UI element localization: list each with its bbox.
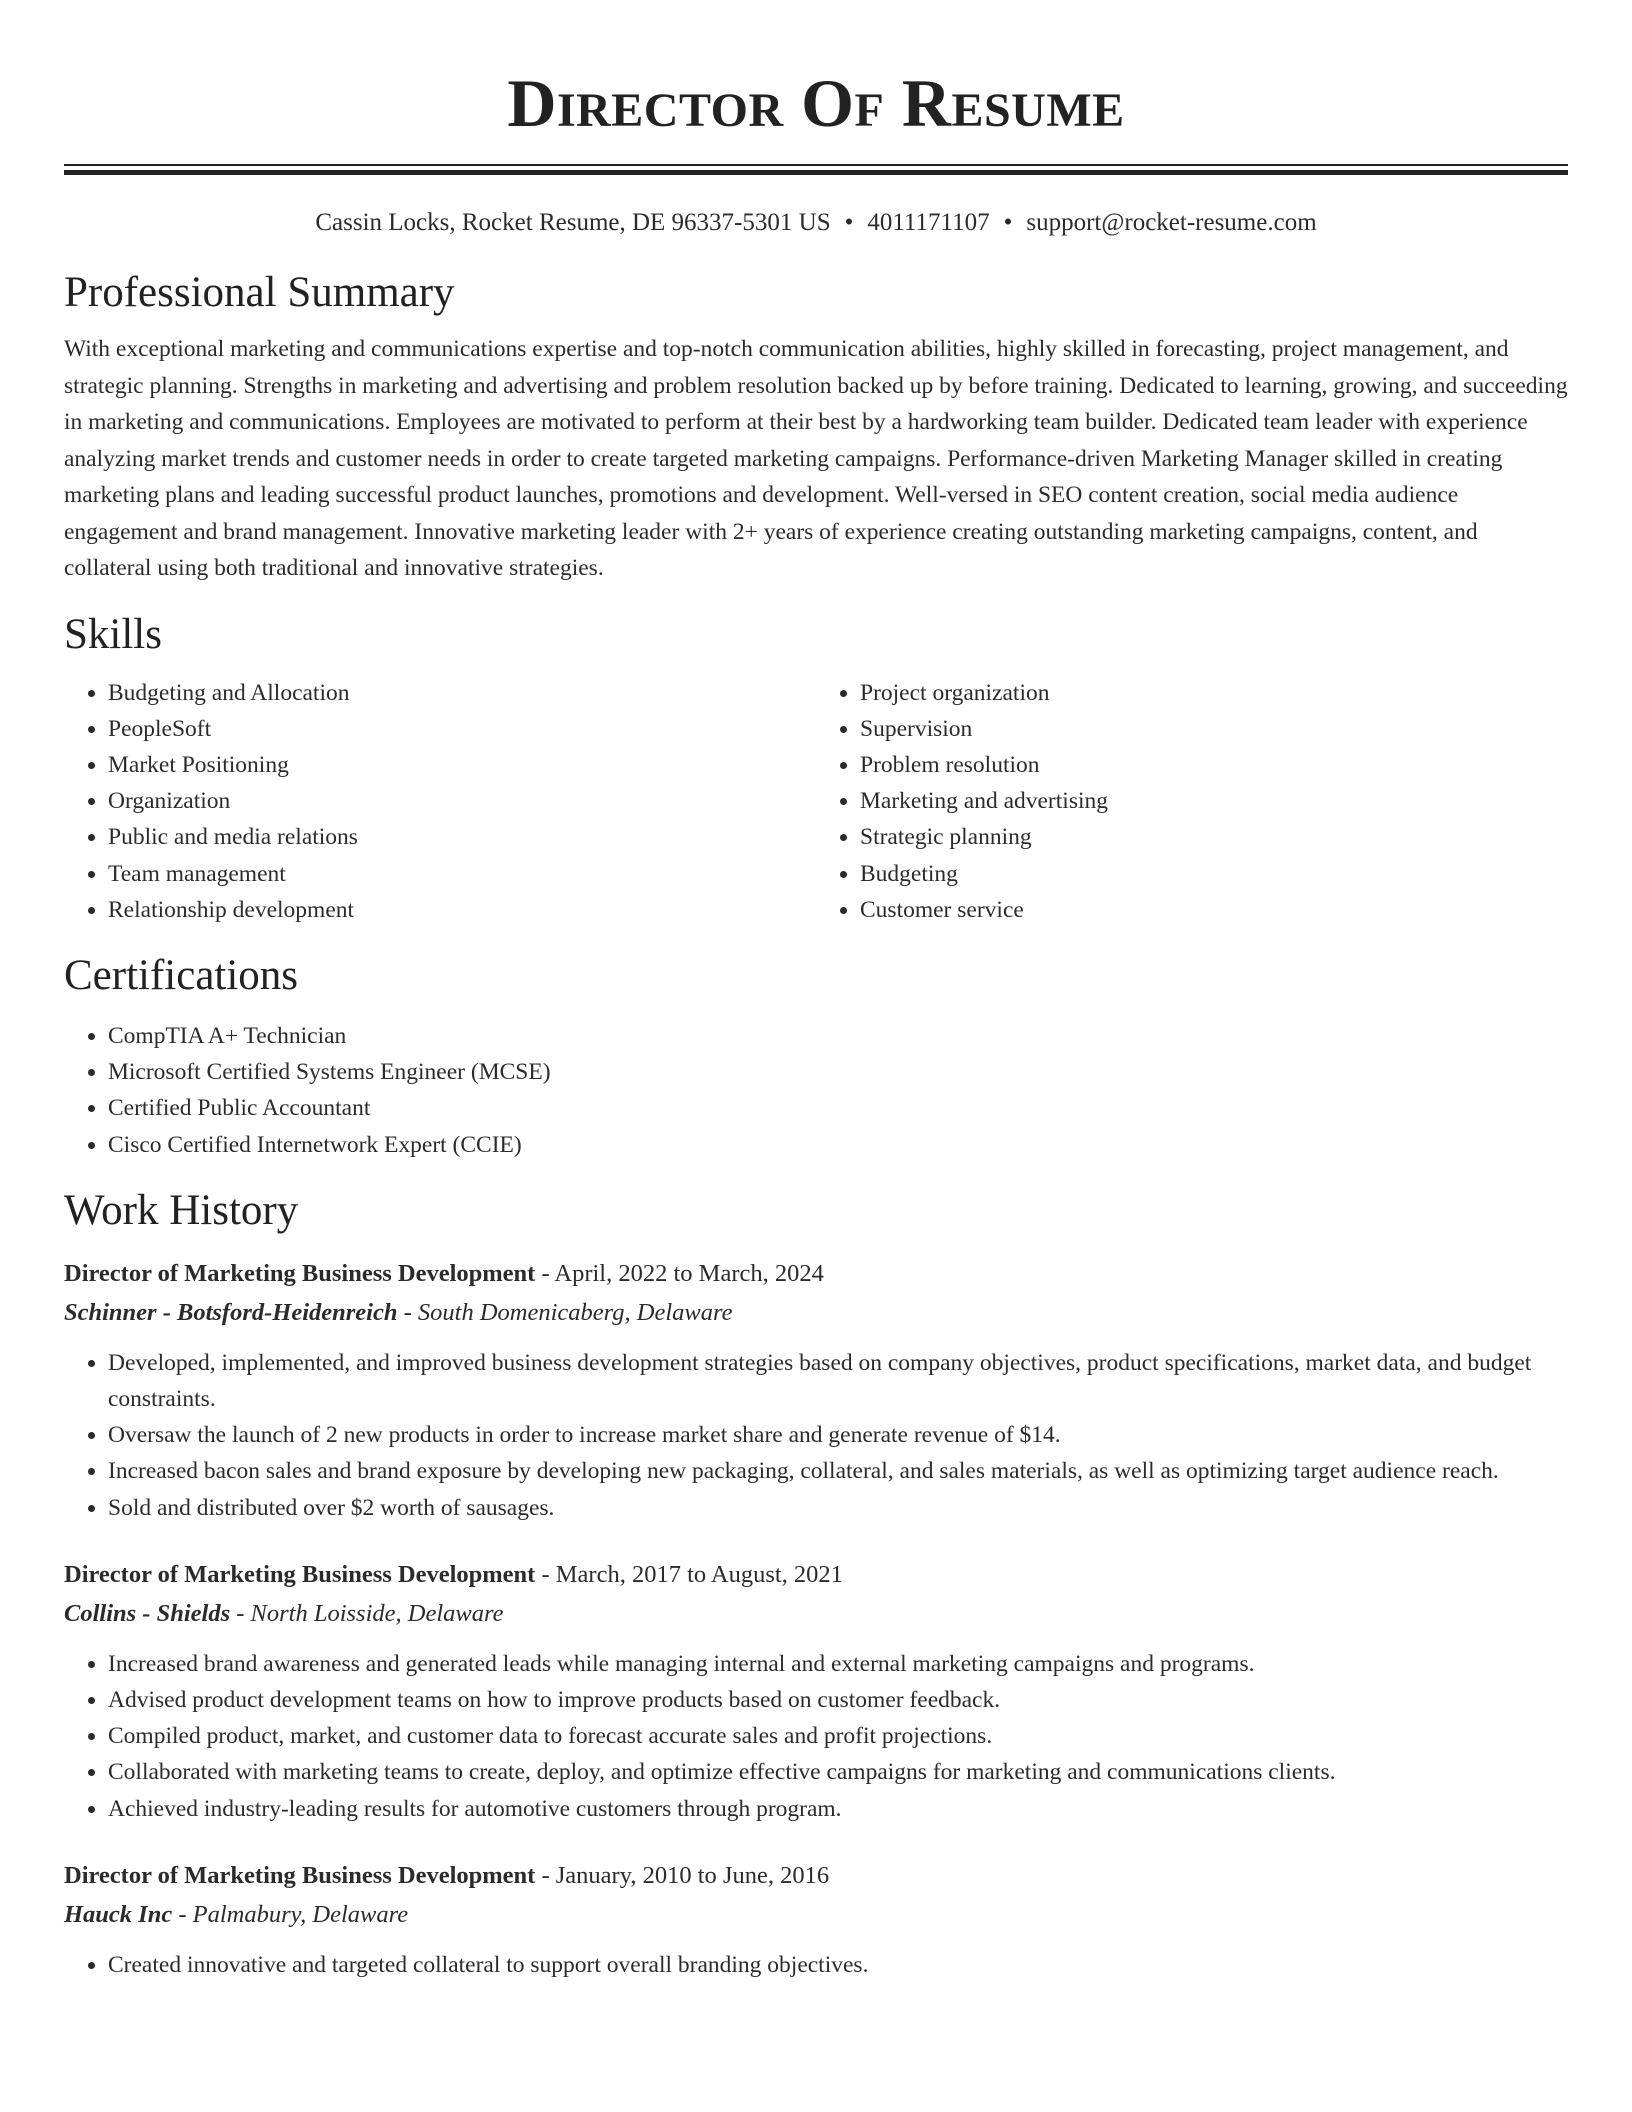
certification-item: • Microsoft Certified Systems Engineer (MCSE) bbox=[108, 1054, 1568, 1090]
skill-item: • Public and media relations bbox=[108, 819, 816, 855]
job-entry bbox=[64, 1255, 1568, 1526]
job-bullet: • Created innovative and targeted collateral to support overall branding objectives. bbox=[108, 1947, 1568, 1983]
skill-item: • Project organization bbox=[860, 675, 1568, 711]
job-location: - South Domenicaberg, Delaware bbox=[397, 1298, 733, 1326]
job-location: - Palmabury, Delaware bbox=[172, 1900, 409, 1928]
job-title: Director of Marketing Business Development bbox=[64, 1560, 536, 1588]
job-bullets bbox=[64, 1646, 1568, 1827]
job-location: - North Loisside, Delaware bbox=[230, 1599, 504, 1627]
contact-address: Cassin Locks, Rocket Resume, DE 96337-5301 US bbox=[315, 209, 831, 236]
resume-title: Director Of Resume bbox=[507, 65, 1125, 141]
skills-list-left bbox=[64, 675, 816, 928]
job-header bbox=[64, 1556, 1568, 1594]
job-dates: - March, 2017 to August, 2021 bbox=[535, 1560, 843, 1588]
job-bullet: • Developed, implemented, and improved business development strategies based on company objectives, product specifications, market data, and budget constraints. bbox=[108, 1345, 1568, 1417]
skill-item: • Budgeting and Allocation bbox=[108, 675, 816, 711]
work-history-section bbox=[64, 1181, 1568, 1983]
job-title: Director of Marketing Business Development bbox=[64, 1259, 536, 1287]
job-title: Director of Marketing Business Development bbox=[64, 1861, 536, 1889]
certification-item: • Cisco Certified Internetwork Expert (CCIE) bbox=[108, 1127, 1568, 1163]
job-bullet: • Oversaw the launch of 2 new products in order to increase market share and generate revenue of $14. bbox=[108, 1417, 1568, 1453]
skills-section bbox=[64, 605, 1568, 928]
job-company-line bbox=[64, 1594, 1568, 1634]
job-company: Schinner - Botsford-Heidenreich bbox=[64, 1298, 398, 1326]
job-entry bbox=[64, 1556, 1568, 1827]
summary-text: With exceptional marketing and communications expertise and top-notch communication abilities, highly skilled in forecasting, project management, and strategic planning. Strengths in marketing and advertising and problem resolution backed up by before training. Dedicated to learning, growing, and succeeding in marketing and communications. Employees are motivated to perform at their best by a hardworking team builder. Dedicated team leader with experience analyzing market trends and customer needs in order to create targeted marketing campaigns. Performance-driven Marketing Manager skilled in creating marketing plans and leading successful product launches, promotions and development. Well-versed in SEO content creation, social media audience engagement and brand management. Innovative marketing leader with 2+ years of experience creating outstanding marketing campaigns, content, and collateral using both traditional and innovative strategies. bbox=[64, 336, 1568, 581]
job-company: Collins - Shields bbox=[64, 1599, 231, 1627]
job-header bbox=[64, 1857, 1568, 1895]
job-bullet: • Collaborated with marketing teams to create, deploy, and optimize effective campaigns for marketing and communications clients. bbox=[108, 1754, 1568, 1790]
job-bullet: • Compiled product, market, and customer data to forecast accurate sales and profit projections. bbox=[108, 1718, 1568, 1754]
title-divider bbox=[64, 164, 1568, 175]
job-company-line bbox=[64, 1293, 1568, 1333]
skill-item: • Market Positioning bbox=[108, 747, 816, 783]
skill-item: • Team management bbox=[108, 856, 816, 892]
job-bullet: • Sold and distributed over $2 worth of sausages. bbox=[108, 1490, 1568, 1526]
job-bullets bbox=[64, 1947, 1568, 1983]
skills-columns bbox=[64, 675, 1568, 928]
job-bullet: • Increased bacon sales and brand exposure by developing new packaging, collateral, and sales materials, as well as optimizing target audience reach. bbox=[108, 1453, 1568, 1489]
summary-section bbox=[64, 263, 1568, 587]
job-entry bbox=[64, 1857, 1568, 1983]
certifications-section bbox=[64, 946, 1568, 1163]
job-company-line bbox=[64, 1895, 1568, 1935]
contact-phone: 4011171107 bbox=[867, 209, 990, 236]
skills-heading: Skills bbox=[64, 610, 162, 658]
certification-item: • Certified Public Accountant bbox=[108, 1090, 1568, 1126]
job-bullet: • Achieved industry-leading results for automotive customers through program. bbox=[108, 1791, 1568, 1827]
job-company: Hauck Inc bbox=[64, 1900, 173, 1928]
resume-page bbox=[64, 0, 1568, 1983]
certifications-heading: Certifications bbox=[64, 951, 299, 999]
contact-separator: • bbox=[1003, 209, 1013, 236]
skill-item: • Organization bbox=[108, 783, 816, 819]
job-bullet: • Advised product development teams on how to improve products based on customer feedback. bbox=[108, 1682, 1568, 1718]
skills-list-right bbox=[816, 675, 1568, 928]
job-bullet: • Increased brand awareness and generated leads while managing internal and external marketing campaigns and programs. bbox=[108, 1646, 1568, 1682]
skill-item: • Problem resolution bbox=[860, 747, 1568, 783]
skill-item: • Budgeting bbox=[860, 856, 1568, 892]
summary-heading: Professional Summary bbox=[64, 269, 455, 316]
job-dates: - January, 2010 to June, 2016 bbox=[535, 1861, 830, 1889]
work-history-heading: Work History bbox=[64, 1186, 299, 1234]
contact-separator: • bbox=[844, 209, 854, 236]
skill-item: • PeopleSoft bbox=[108, 711, 816, 747]
skill-item: • Relationship development bbox=[108, 892, 816, 928]
certification-item: • CompTIA A+ Technician bbox=[108, 1018, 1568, 1054]
certifications-list bbox=[64, 1018, 1568, 1163]
job-bullets bbox=[64, 1345, 1568, 1526]
job-header bbox=[64, 1255, 1568, 1293]
contact-email: support@rocket-resume.com bbox=[1026, 209, 1317, 236]
contact-line bbox=[64, 205, 1568, 241]
job-dates: - April, 2022 to March, 2024 bbox=[535, 1259, 824, 1287]
skill-item: • Customer service bbox=[860, 892, 1568, 928]
skill-item: • Marketing and advertising bbox=[860, 783, 1568, 819]
skill-item: • Strategic planning bbox=[860, 819, 1568, 855]
skill-item: • Supervision bbox=[860, 711, 1568, 747]
